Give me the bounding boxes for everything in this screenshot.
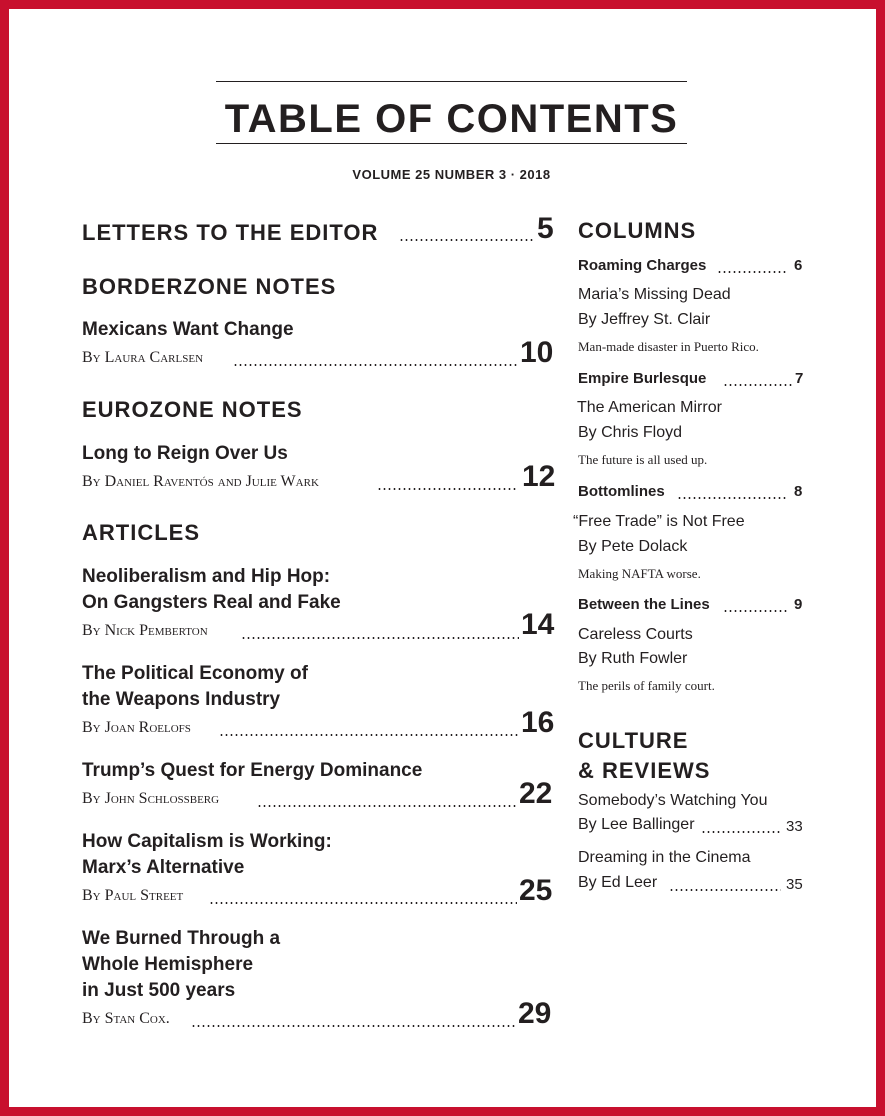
column-title[interactable]: Careless Courts [578,626,693,643]
page-title: TABLE OF CONTENTS [224,97,679,141]
eurozone-page[interactable]: 12 [522,460,556,493]
column-leader [717,271,787,273]
column-description: Man-made disaster in Puerto Rico. [578,339,759,354]
eurozone-byline: By Daniel Raventós and Julie Wark [82,473,319,490]
column-title[interactable]: “Free Trade” is Not Free [573,513,745,530]
review-title[interactable]: Somebody’s Watching You [578,792,768,809]
borderzone-byline: By Laura Carlsen [82,349,204,366]
article-title-line[interactable]: the Weapons Industry [82,689,281,710]
eurozone-heading: EUROZONE NOTES [82,397,303,422]
letters-heading[interactable]: LETTERS TO THE EDITOR [82,220,379,245]
eurozone-leader [377,488,517,490]
column-byline: By Pete Dolack [578,538,688,555]
review-page[interactable]: 33 [786,818,803,835]
column-page[interactable]: 7 [795,370,804,387]
review-byline: By Lee Ballinger [578,816,695,833]
article-leader [219,734,519,736]
article-leader [209,902,517,904]
article-title-line[interactable]: Marx’s Alternative [82,857,245,878]
column-title[interactable]: The American Mirror [577,399,722,416]
article-byline: By Paul Street [82,887,184,904]
article-byline: By John Schlossberg [82,790,220,807]
column-byline: By Chris Floyd [578,424,683,441]
column-name[interactable]: Roaming Charges [578,257,707,274]
column-description: Making NAFTA worse. [578,566,701,581]
article-byline: By Nick Pemberton [82,622,208,639]
column-page[interactable]: 8 [794,483,803,500]
column-leader [677,497,787,499]
article-title[interactable]: The Political Economy of [82,663,308,684]
column-leader [723,610,787,612]
article-title-line[interactable]: On Gangsters Real and Fake [82,592,341,613]
borderzone-title[interactable]: Mexicans Want Change [82,319,294,340]
borderzone-heading: BORDERZONE NOTES [82,274,337,299]
article-byline: By Joan Roelofs [82,719,191,736]
review-title[interactable]: Dreaming in the Cinema [578,849,751,866]
volume-info: VOLUME 25 NUMBER 3 · 2018 [352,167,551,182]
review-byline: By Ed Leer [578,874,658,891]
title-rule-top [216,81,687,82]
column-name[interactable]: Bottomlines [578,483,665,500]
article-title-line[interactable]: in Just 500 years [82,980,236,1001]
column-byline: By Jeffrey St. Clair [578,311,711,328]
articles-heading: ARTICLES [82,520,200,545]
article-title-line[interactable]: Whole Hemisphere [82,954,254,975]
article-leader [191,1025,517,1027]
article-title[interactable]: We Burned Through a [82,928,281,949]
column-page[interactable]: 6 [794,257,803,274]
column-title[interactable]: Maria’s Missing Dead [578,286,731,303]
article-leader [241,637,519,639]
culture-heading-line: & REVIEWS [578,758,711,783]
title-rule-bottom [216,143,687,144]
article-page[interactable]: 25 [519,874,553,907]
review-page[interactable]: 35 [786,876,803,893]
article-page[interactable]: 29 [518,997,552,1030]
culture-heading: CULTURE [578,728,689,753]
article-leader [257,805,517,807]
article-page[interactable]: 16 [521,706,555,739]
article-byline: By Stan Cox. [82,1010,170,1027]
letters-leader [399,239,535,241]
review-leader [701,831,781,833]
column-description: The future is all used up. [578,452,708,467]
column-description: The perils of family court. [578,678,715,693]
article-page[interactable]: 14 [521,608,555,641]
article-title[interactable]: How Capitalism is Working: [82,831,332,852]
column-leader [723,384,793,386]
column-byline: By Ruth Fowler [578,650,688,667]
borderzone-page[interactable]: 10 [520,336,554,369]
column-name[interactable]: Empire Burlesque [578,370,707,387]
letters-page[interactable]: 5 [537,212,554,245]
article-title[interactable]: Trump’s Quest for Energy Dominance [82,760,423,781]
column-page[interactable]: 9 [794,596,803,613]
borderzone-leader [233,364,519,366]
article-page[interactable]: 22 [519,777,553,810]
eurozone-title[interactable]: Long to Reign Over Us [82,443,288,464]
review-leader [669,889,781,891]
column-name[interactable]: Between the Lines [578,596,710,613]
article-title[interactable]: Neoliberalism and Hip Hop: [82,566,331,587]
columns-heading: COLUMNS [578,218,697,243]
